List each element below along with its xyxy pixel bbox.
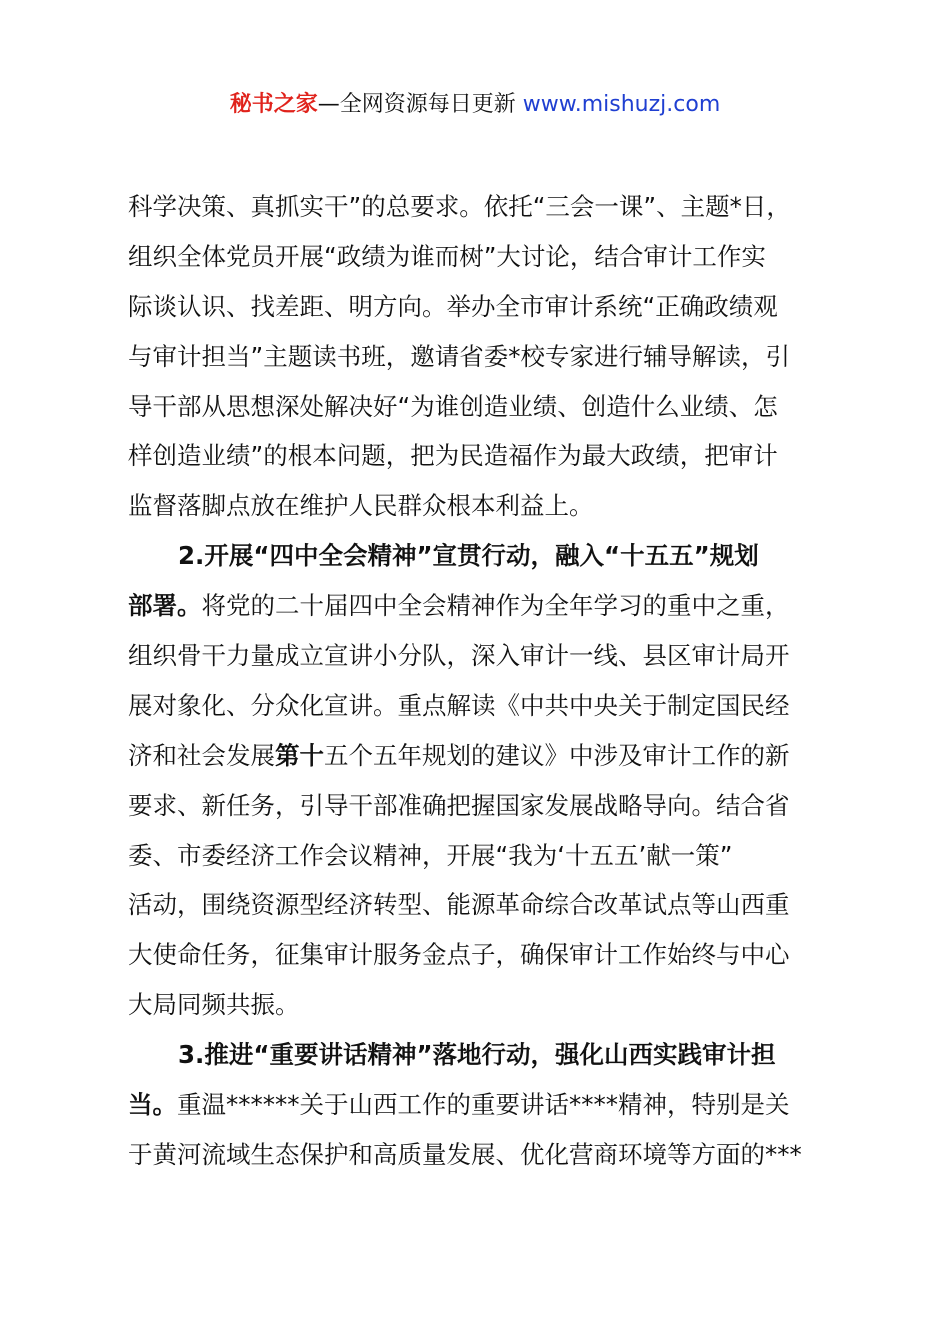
header-url-link[interactable]: www.mishuzj.com — [522, 92, 721, 117]
document-body — [128, 182, 832, 1180]
paragraph-3-line: 于黄河流域生态保护和高质量发展、优化营商环境等方面的*** — [128, 1139, 802, 1169]
paragraph-2-line: 活动，围绕资源型经济转型、能源革命综合改革试点等山西重 — [128, 890, 790, 920]
paragraph-2-line: 展对象化、分众化宣讲。重点解读《中共中央关于制定国民经 — [128, 690, 790, 720]
paragraph-1-line: 与审计担当”主题读书班，邀请省委*校专家进行辅导解读，引 — [128, 341, 790, 371]
paragraph-1-line: 科学决策、真抓实干”的总要求。依托“三会一课”、主题*日， — [128, 192, 791, 221]
paragraph-2-line: 大局同频共振。 — [128, 990, 300, 1020]
paragraph-1-line: 导干部从思想深处解决好“为谁创造业绩、创造什么业绩、怎 — [128, 391, 778, 421]
paragraph-3-text: 重温******关于山西工作的重要讲话****精神，特别是关 — [177, 1090, 790, 1120]
header-tagline: —全网资源每日更新 — [317, 92, 523, 117]
paragraph-1-line: 组织全体党员开展“政绩为谁而树”大讨论，结合审计工作实 — [128, 241, 766, 271]
section-2-heading-end: 部署。 — [128, 591, 202, 621]
paragraph-2-line — [128, 731, 832, 781]
paragraph-2-line: 委、市委经济工作会议精神，开展“我为‘十五五’献一策” — [128, 840, 733, 870]
section-2-heading: 2.开展“四中全会精神”宣贯行动，融入“十五五”规划 — [178, 541, 759, 571]
paragraph-2-line — [128, 581, 832, 631]
paragraph-1-line: 际谈认识、找差距、明方向。举办全市审计系统“正确政绩观 — [128, 291, 778, 321]
section-3-heading-end: 当。 — [128, 1090, 177, 1120]
paragraph-3-line — [128, 1080, 832, 1130]
header-brand: 秘书之家 — [229, 92, 318, 117]
paragraph-2-text: 济和社会发展 — [128, 740, 275, 770]
paragraph-2-text: 将党的二十届四中全会精神作为全年学习的重中之重， — [201, 591, 790, 621]
paragraph-2-line: 要求、新任务，引导干部准确把握国家发展战略导向。结合省 — [128, 790, 790, 820]
paragraph-1-line: 监督落脚点放在维护人民群众根本利益上。 — [128, 491, 594, 521]
paragraph-2-text: 五个五年规划的建议》中涉及审计工作的新 — [324, 740, 790, 770]
paragraph-2-bold-text: 第十 — [275, 740, 324, 770]
paragraph-2-line: 组织骨干力量成立宣讲小分队，深入审计一线、县区审计局开 — [128, 641, 790, 671]
section-3-heading: 3.推进“重要讲话精神”落地行动，强化山西实践审计担 — [178, 1040, 776, 1070]
paragraph-2-line: 大使命任务，征集审计服务金点子，确保审计工作始终与中心 — [128, 940, 790, 970]
page-header — [0, 88, 950, 122]
paragraph-1-line: 样创造业绩”的根本问题，把为民造福作为最大政绩，把审计 — [128, 441, 778, 471]
